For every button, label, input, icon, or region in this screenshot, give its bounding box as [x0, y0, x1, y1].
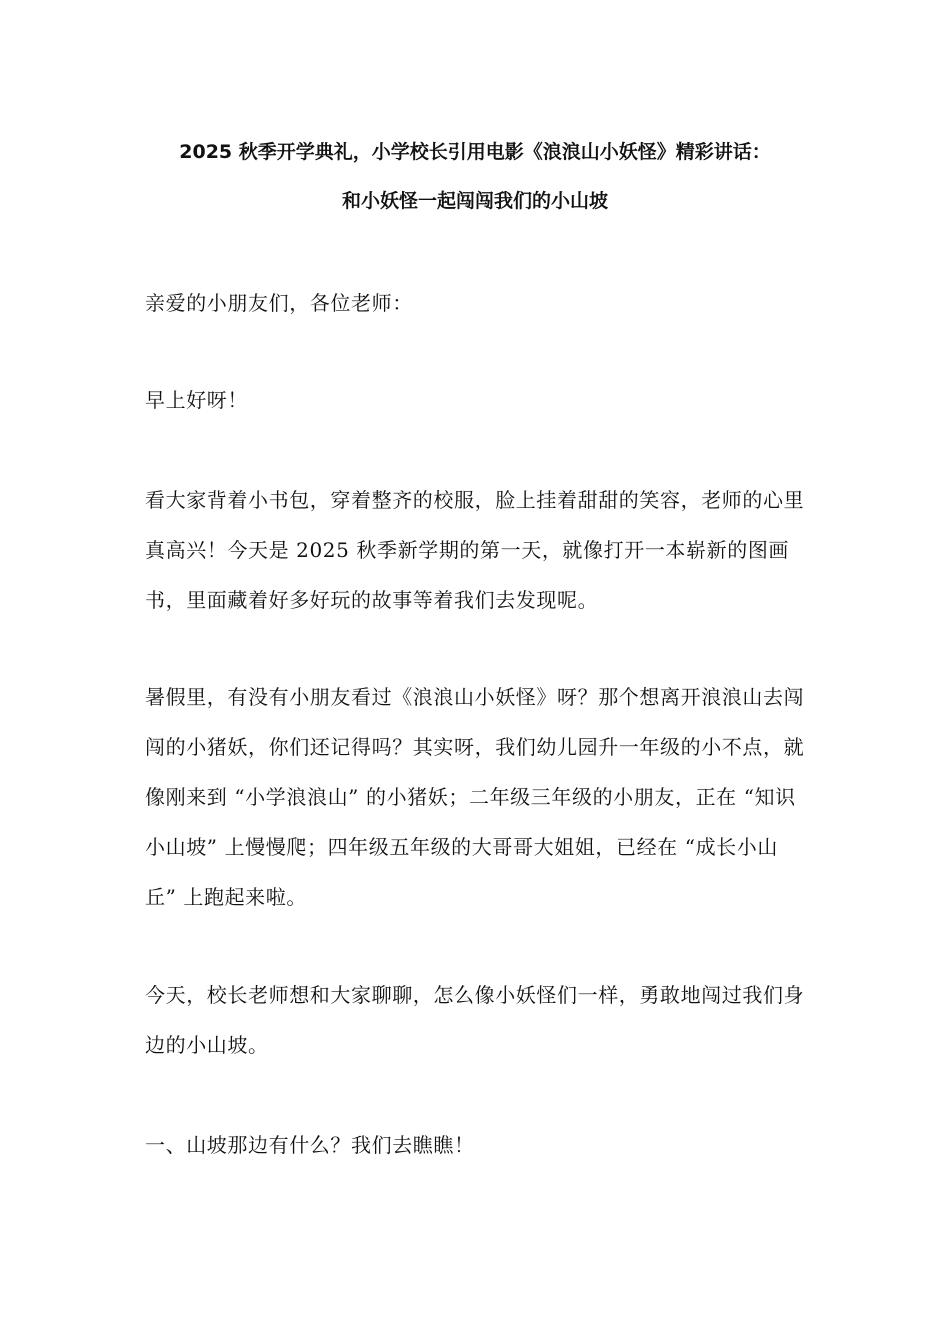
document-title-line-2: 和小妖怪一起闯闯我们的小山坡	[341, 190, 608, 212]
section-heading-1: 一、山坡那边有什么？我们去瞧瞧！	[145, 1133, 475, 1157]
document-title-line-1: 2025 秋季开学典礼，小学校长引用电影《浪浪山小妖怪》精彩讲话：	[179, 141, 771, 163]
body-paragraph-3: 今天，校长老师想和大家聊聊，怎么像小妖怪们一样，勇敢地闯过我们身边的小山坡。	[145, 983, 805, 1057]
body-paragraph-1: 看大家背着小书包，穿着整齐的校服，脸上挂着甜甜的笑容，老师的心里真高兴！今天是 2025 秋季新学期的第一天，就像打开一本崭新的图画书，里面藏着好多好玩的故事等着我们去发现呢。	[145, 488, 805, 612]
body-paragraph-2: 暑假里，有没有小朋友看过《浪浪山小妖怪》呀？那个想离开浪浪山去闯闯的小猪妖，你们还记得吗？其实呀，我们幼儿园升一年级的小不点，就像刚来到 “小学浪浪山” 的小猪妖；二年级三年级的小朋友，正在 “知识小山坡” 上慢慢爬；四年级五年级的大哥哥大姐姐，已经在 “成长小山丘” 上跑起来啦。	[145, 685, 805, 909]
greeting-paragraph: 亲爱的小朋友们，各位老师：	[145, 291, 413, 315]
morning-paragraph: 早上好呀！	[145, 388, 248, 412]
